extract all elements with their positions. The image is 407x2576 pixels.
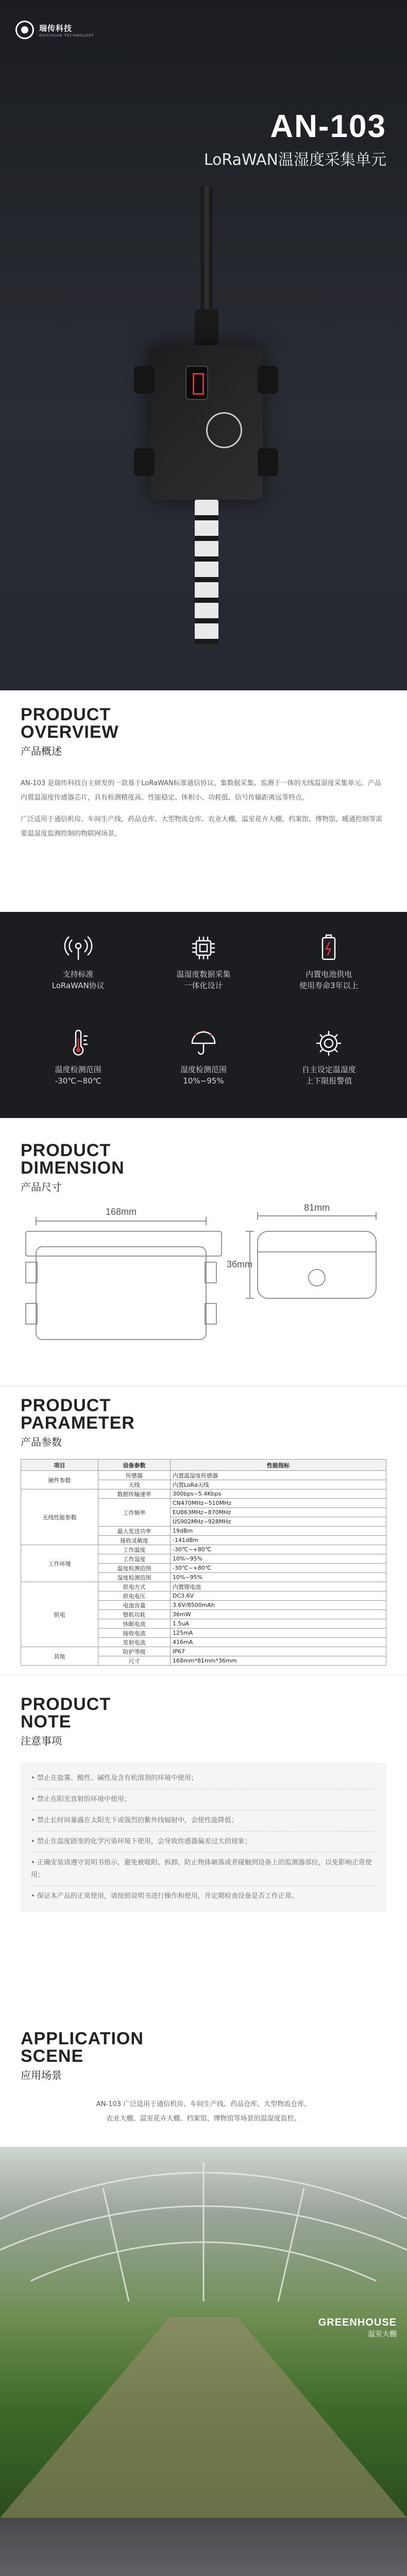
mount-ear: [134, 366, 155, 394]
signal-icon: [63, 933, 94, 963]
table-cell-param: 休眠电流: [98, 1619, 171, 1629]
table-header-row: [21, 1460, 386, 1471]
note-item: • 禁止在阳光直射的环境中使用；: [31, 1789, 376, 1810]
table-cell-group: 供电: [21, 1582, 98, 1647]
feature-label: 湿度检测范围: [180, 1065, 227, 1074]
table-cell-param: 尺寸: [98, 1656, 171, 1666]
overview-paragraph: AN-103 是瑞传科技自主研发的一款基于LoRaWAN标准通信协议，集数据采集、监测于一体的无线温湿度采集单元。产品内置温湿度传感器芯片，具有检测精度高、性能稳定、体积小、功耗低、信号传输距离远等特点。: [21, 779, 381, 802]
section-heading: [0, 1142, 407, 1194]
mount-ear: [258, 366, 278, 394]
table-cell-param: 发射电流: [98, 1638, 171, 1647]
heading-en: PARAMETER: [21, 1413, 135, 1433]
battery-icon: [313, 933, 344, 963]
table-cell-param: 供电电压: [98, 1591, 171, 1601]
heading-en: NOTE: [21, 1712, 72, 1732]
table-row: [21, 1647, 386, 1656]
table-cell-param: 湿度检测范围: [98, 1573, 171, 1582]
intro-line: AN-103 广泛适用于通信机房、车间生产线、药品仓库、大型物流仓库、: [96, 2100, 311, 2108]
scene-greenhouse-image: [0, 2147, 407, 2518]
overview-section: [0, 690, 407, 912]
mount-ear: [258, 448, 278, 476]
heading-en: PRODUCT: [21, 1141, 111, 1160]
parameters-section: [0, 1386, 407, 1674]
thermometer-icon: [63, 1028, 94, 1059]
table-cell-value: 416mA: [171, 1638, 386, 1647]
column-header: 设备参数: [98, 1460, 171, 1471]
sensor-probe: [195, 500, 218, 644]
note-item: • 禁止在盐雾、酸性、碱性及含有机溶剂的环境中使用；: [31, 1768, 376, 1789]
table-cell-value: -141dBm: [171, 1536, 386, 1545]
device-image: [139, 185, 273, 649]
scene-label: [318, 2317, 397, 2339]
table-cell-param: 传感器: [98, 1471, 171, 1480]
table-cell-value: 内置温湿度传感器: [171, 1471, 386, 1480]
table-cell-value: -30℃~+80℃: [171, 1545, 386, 1554]
section-heading: [0, 706, 407, 758]
table-cell-value: -30℃~+80℃: [171, 1564, 386, 1573]
table-cell-value: 内置LoRa天线: [171, 1480, 386, 1489]
product-model: AN-103: [270, 109, 386, 144]
feature-item: [266, 1028, 392, 1097]
note-text: 保证本产品的正常使用，请按照说明书进行操作和使用，并定期检查设备是否工作正常。: [37, 1892, 298, 1900]
note-text: 正确安装请遵守说明书指示，避免被吸附、拆卸、防止物体砸落或者碰触到设备上的监测器部位，以免影响正常使用；: [31, 1859, 372, 1879]
table-row: [21, 1471, 386, 1480]
intro-line: 农业大棚、温室花卉大棚、档案馆、博物馆等场景的温湿度监控。: [106, 2115, 301, 2123]
table-cell-value: 10%~95%: [171, 1573, 386, 1582]
museum-illustration: [0, 2518, 407, 2576]
table-cell-value: 19dBm: [171, 1527, 386, 1536]
table-cell-param: 工作频率: [98, 1499, 171, 1527]
chip-icon: [188, 933, 219, 963]
heading-cn: 注意事项: [21, 1735, 62, 1747]
table-cell-value: 10%~95%: [171, 1554, 386, 1564]
column-header: 项目: [21, 1460, 98, 1471]
feature-label: 10%~95%: [183, 1076, 224, 1086]
heading-cn: 产品参数: [21, 1436, 62, 1448]
parameter-table-body: [21, 1471, 386, 1666]
scene-title-en: GREENHOUSE: [318, 2317, 397, 2328]
table-cell-value: US902MHz~928MHz: [171, 1517, 386, 1527]
note-item: • 禁止长时间暴露在太阳光下或强烈的紫外线辐射中，会使性能降低；: [31, 1810, 376, 1832]
feature-label: 一体化设计: [184, 981, 223, 990]
heading-en: SCENE: [21, 2046, 84, 2066]
feature-label: 自主设定温湿度: [301, 1065, 356, 1074]
table-cell-value: 300bps~5.4Kbps: [171, 1489, 386, 1499]
feature-item: [266, 933, 392, 1002]
depth-label: 81mm: [303, 1202, 330, 1213]
notes-section: [0, 1674, 407, 1994]
note-item: • 禁止在温度剧变的化学污染环境下使用，会导致传感器偏差过大的现象；: [31, 1832, 376, 1853]
hero-section: [0, 0, 407, 690]
feature-label: 支持标准: [62, 970, 94, 979]
table-cell-param: 最大发送功率: [98, 1527, 171, 1536]
table-cell-value: CN470MHz~510MHz: [171, 1499, 386, 1508]
table-cell-group: 工作环境: [21, 1545, 98, 1582]
heading-en: PRODUCT: [21, 1396, 111, 1415]
table-row: [21, 1545, 386, 1554]
feature-label: 使用寿命3年以上: [299, 981, 359, 990]
antenna: [201, 185, 212, 314]
device-button: [206, 412, 242, 448]
table-cell-param: 工作湿度: [98, 1554, 171, 1564]
table-row: [21, 1489, 386, 1499]
application-intro: [0, 2082, 407, 2147]
table-cell-param: 防护等级: [98, 1647, 171, 1656]
feature-label: 温湿度数据采集: [176, 970, 231, 979]
table-cell-group: 其他: [21, 1647, 98, 1666]
table-cell-group: 无线性能参数: [21, 1489, 98, 1545]
table-cell-param: 工作温度: [98, 1545, 171, 1554]
table-cell-param: 整机功耗: [98, 1610, 171, 1619]
application-section: [0, 1994, 407, 2576]
hero-title: [204, 108, 386, 170]
table-cell-value: EU863MHz~870MHz: [171, 1508, 386, 1517]
mount-ear: [134, 448, 155, 476]
note-text: 禁止在阳光直射的环境中使用；: [37, 1795, 131, 1803]
column-header: 性能指标: [171, 1460, 386, 1471]
overview-paragraph: 广泛适用于通信机房、车间生产线、药品仓库、大型物流仓库、农业大棚、温室花卉大棚、档案馆、博物馆、暖通控制等需要温湿度监测控制的物联网场景。: [21, 816, 383, 838]
table-cell-value: 1.5uA: [171, 1619, 386, 1629]
note-text: 禁止在盐雾、酸性、碱性及含有机溶剂的环境中使用；: [37, 1774, 198, 1782]
table-cell-value: IP67: [171, 1647, 386, 1656]
table-cell-value: 内置锂电池: [171, 1582, 386, 1591]
width-label: 168mm: [105, 1207, 137, 1217]
parameter-table: [21, 1459, 386, 1666]
brand-logo-icon: [15, 21, 34, 39]
feature-label: 上下限报警值: [306, 1076, 352, 1086]
gear-icon: [313, 1028, 344, 1059]
dimension-drawing: [21, 1200, 386, 1360]
feature-label: 内置电池供电: [306, 970, 352, 979]
table-cell-value: 168mm*81mm*36mm: [171, 1656, 386, 1666]
table-cell-param: 天线: [98, 1480, 171, 1489]
device-display: [185, 366, 208, 400]
note-list: [21, 1763, 386, 1912]
product-name: LoRaWAN温湿度采集单元: [204, 151, 386, 169]
table-cell-value: 125mA: [171, 1629, 386, 1638]
table-cell-value: 3.6V/8500mAh: [171, 1601, 386, 1610]
umbrella-icon: [188, 1028, 219, 1059]
feature-item: [141, 933, 266, 1002]
feature-label: -30℃~80℃: [55, 1076, 101, 1086]
section-heading: [0, 1397, 407, 1449]
table-cell-param: 供电方式: [98, 1582, 171, 1591]
heading-cn: 产品尺寸: [21, 1181, 62, 1193]
table-cell-value: 36mW: [171, 1610, 386, 1619]
scene-title-cn: 温室大棚: [368, 2330, 397, 2338]
feature-item: [15, 1028, 141, 1097]
features-grid: [0, 912, 407, 1118]
heading-cn: 应用场景: [21, 2069, 62, 2081]
table-cell-param: 接收电流: [98, 1629, 171, 1638]
note-text: 禁止在温度剧变的化学污染环境下使用，会导致传感器偏差过大的现象；: [37, 1838, 251, 1845]
table-cell-value: DC3.6V: [171, 1591, 386, 1601]
table-cell-param: 温度检测范围: [98, 1564, 171, 1573]
brand-tagline: RUICHUAN TECHNOLOGY: [39, 33, 94, 38]
heading-en: PRODUCT: [21, 705, 111, 724]
heading-cn: 产品概述: [21, 745, 62, 757]
height-label: 36mm: [226, 1259, 253, 1269]
brand-name: 瑞传科技: [39, 23, 73, 33]
heading-en: DIMENSION: [21, 1158, 125, 1178]
heading-en: PRODUCT: [21, 1694, 111, 1714]
feature-label: LoRaWAN协议: [52, 981, 105, 990]
scene-museum-image: [0, 2518, 407, 2576]
note-item: • 保证本产品的正常使用，请按照说明书进行操作和使用，并定期检查设备是否工作正常。: [31, 1892, 298, 1900]
heading-en: APPLICATION: [21, 2029, 144, 2048]
note-item: • 正确安装请遵守说明书指示，避免被吸附、拆卸、防止物体砸落或者碰触到设备上的监测器部位，以免影响正常使用；: [31, 1853, 376, 1886]
brand-logo: [15, 21, 94, 39]
heading-en: OVERVIEW: [21, 722, 119, 742]
table-row: [21, 1582, 386, 1591]
antenna-base: [195, 309, 218, 345]
device-housing: [149, 345, 263, 500]
section-heading: [0, 1696, 407, 1748]
feature-item: [141, 1028, 266, 1097]
table-cell-group: 硬件参数: [21, 1471, 98, 1489]
feature-item: [15, 933, 141, 1002]
table-cell-param: 数据传输速率: [98, 1489, 171, 1499]
section-heading: [0, 2030, 407, 2082]
feature-label: 温度检测范围: [55, 1065, 101, 1074]
table-cell-param: 接收灵敏度: [98, 1536, 171, 1545]
dimension-section: [0, 1118, 407, 1386]
table-cell-param: 电池容量: [98, 1601, 171, 1610]
note-text: 禁止长时间暴露在太阳光下或强烈的紫外线辐射中，会使性能降低；: [37, 1817, 238, 1824]
